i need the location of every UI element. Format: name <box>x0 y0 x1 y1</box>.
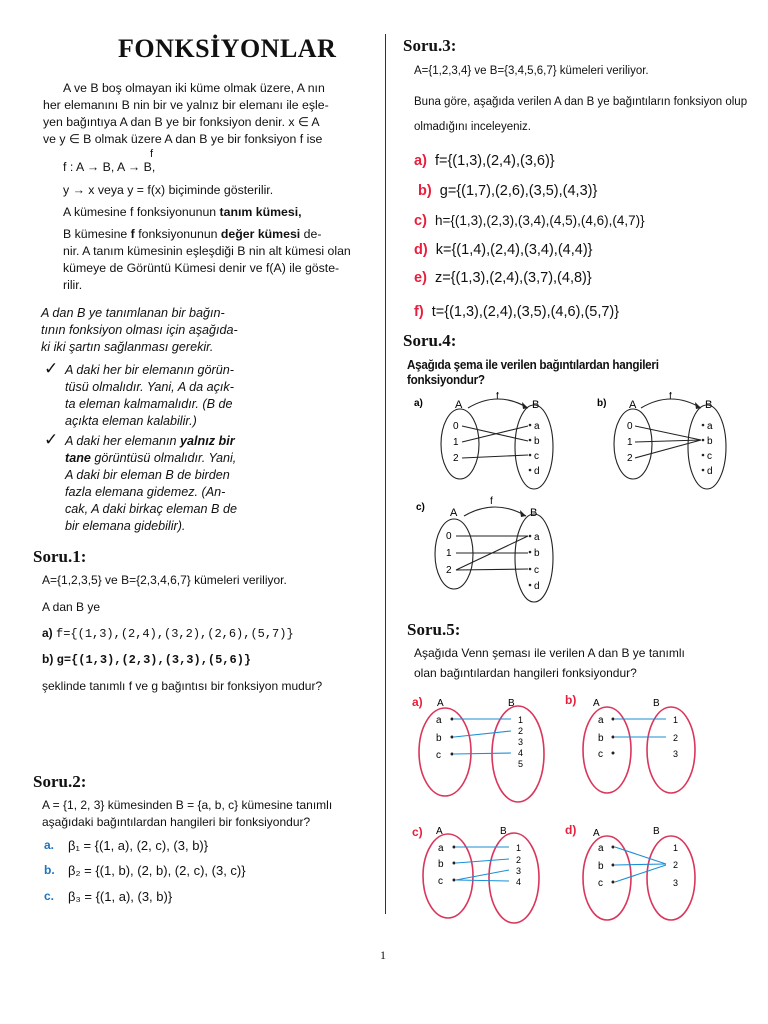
set-a-dot <box>451 736 454 739</box>
set-b-element: 1 <box>518 715 524 725</box>
set-a-element: b <box>438 859 444 870</box>
set-a-ellipse <box>614 409 652 479</box>
set-a-dot <box>453 862 456 865</box>
set-b-element: 4 <box>518 748 524 758</box>
soru2-label-b: b. <box>44 863 55 877</box>
set-b-element: 3 <box>673 749 679 759</box>
set-a-element: c <box>438 876 443 887</box>
page-title: FONKSİYONLAR <box>118 34 337 63</box>
soru4-heading: Soru.4: <box>403 331 457 350</box>
diagram-label: b) <box>565 693 577 707</box>
intro-line: yen bağıntıya A dan B ye bir fonksiyon denir. x ∈ A <box>43 115 320 129</box>
mapping-arrow <box>454 753 511 754</box>
soru5-diagram-b <box>563 690 723 810</box>
set-a-name: A <box>437 698 444 709</box>
f-over-arrow: f <box>150 148 154 160</box>
soru3-item: b) g={(1,7),(2,6),(3,5),(4,3)} <box>418 183 598 199</box>
rules-heading: ki iki şartın sağlanması gerekir. <box>41 340 214 354</box>
intro-line: nir. A tanım kümesinin eşleşdiği B nin alt kümesi olan <box>63 244 351 258</box>
soru4-diagram-c <box>410 492 580 612</box>
soru2-label-c: c. <box>44 889 55 903</box>
diagram-label: d) <box>565 823 577 837</box>
mapping-notation: y → x veya y = f(x) biçiminde gösterilir. <box>63 183 274 197</box>
set-a-dot <box>612 864 615 867</box>
function-name: f <box>496 392 499 402</box>
set-b-ellipse <box>647 836 695 920</box>
set-b-element: c <box>534 565 539 576</box>
set-a-element: a <box>598 715 604 726</box>
set-a-element: 2 <box>446 565 452 576</box>
diagram-label: a) <box>414 398 423 409</box>
set-a-dot <box>612 881 615 884</box>
mapping-line <box>635 440 701 442</box>
soru3-item: e) z={(1,3),(2,4),(3,7),(4,8)} <box>414 270 592 286</box>
function-name: f <box>490 496 493 507</box>
set-a-element: c <box>436 750 441 761</box>
set-b-ellipse <box>647 707 695 793</box>
soru1-item-b: b) g={(1,3),(2,3),(3,3),(5,6)} <box>42 652 252 667</box>
set-a-element: a <box>436 715 442 726</box>
soru5-diagram-a <box>408 690 568 810</box>
mapping-line <box>462 455 528 458</box>
set-b-name: B <box>508 698 515 709</box>
set-b-element: a <box>707 421 713 432</box>
rule-1: A daki her bir elemanın görün- <box>65 363 234 377</box>
diagram-label: c) <box>416 502 425 513</box>
soru2-line: A = {1, 2, 3} kümesinden B = {a, b, c} kümesine tanımlı <box>42 798 333 812</box>
set-a-dot <box>453 879 456 882</box>
set-b-element: 3 <box>518 737 524 747</box>
function-notation: f : A → B, A → B, <box>63 160 156 174</box>
rules-heading: A dan B ye tanımlanan bir bağın- <box>41 306 225 320</box>
set-a-ellipse <box>441 409 479 479</box>
rule-2: fazla elemana gidemez. (An- <box>65 485 226 499</box>
check-icon: ✓ <box>44 430 59 449</box>
soru3-question: Buna göre, aşağıda verilen A dan B ye bağıntıların fonksiyon olup <box>414 96 748 108</box>
intro-line: A ve B boş olmayan iki küme olmak üzere, A nın <box>63 81 325 95</box>
column-divider <box>385 34 386 914</box>
intro-line: rilir. <box>63 278 83 292</box>
set-a-dot <box>451 718 454 721</box>
mapping-arrow <box>456 859 509 863</box>
soru3-sets: A={1,2,3,4} ve B={3,4,5,6,7} kümeleri veriliyor. <box>414 65 649 77</box>
set-a-element: b <box>436 733 442 744</box>
intro-line: her elemanını B nin bir ve yalnız bir elemanı ile eşle- <box>43 98 329 112</box>
set-b-element: b <box>707 436 713 447</box>
set-a-dot <box>612 736 615 739</box>
soru2-item-c: β₃ = {(1, a), (3, b)} <box>68 889 173 904</box>
rule-2: cak, A daki birkaç eleman B de <box>65 502 237 516</box>
domain-definition: A kümesine f fonksiyonunun tanım kümesi, <box>63 205 302 219</box>
set-b-element: 5 <box>518 759 524 769</box>
diagram-label: b) <box>597 398 607 409</box>
set-b-name: B <box>532 399 540 411</box>
soru2-heading: Soru.2: <box>33 772 87 791</box>
set-b-element: b <box>534 548 540 559</box>
set-b-element: d <box>707 466 713 477</box>
soru1-heading: Soru.1: <box>33 547 87 566</box>
arrowhead <box>520 510 526 517</box>
function-name: f <box>669 392 672 402</box>
mapping-arrow <box>615 864 666 865</box>
set-b-name: B <box>653 826 660 837</box>
mapping-arrow <box>615 865 666 882</box>
rule-1: ta eleman kalmamalıdır. (B de <box>65 397 233 411</box>
check-icon: ✓ <box>44 359 59 378</box>
set-a-dot <box>451 753 454 756</box>
mapping-arrow <box>456 880 509 881</box>
soru1-sets: A={1,2,3,5} ve B={2,3,4,6,7} kümeleri veriliyor. <box>42 573 287 587</box>
set-b-name: B <box>653 698 660 709</box>
soru3-item: d) k={(1,4),(2,4),(3,4),(4,4)} <box>414 242 593 258</box>
mapping-line <box>635 440 701 458</box>
set-b-name: B <box>500 826 507 837</box>
set-b-dot <box>529 454 532 457</box>
soru4-question: Aşağıda şema ile verilen bağıntılardan hangileri fonksiyondur? <box>407 357 659 387</box>
set-b-name: B <box>705 399 713 411</box>
set-b-element: 2 <box>516 855 522 865</box>
set-a-element: 2 <box>453 453 459 464</box>
soru1-question: şeklinde tanımlı f ve g bağıntısı bir fonksiyon mudur? <box>42 679 323 693</box>
set-b-element: a <box>534 421 540 432</box>
set-b-dot <box>529 535 532 538</box>
set-a-element: 0 <box>627 421 633 432</box>
set-b-dot <box>702 469 705 472</box>
set-a-ellipse <box>583 836 631 920</box>
mapping-line <box>635 426 701 440</box>
rule-2: A daki bir eleman B de birden <box>65 468 230 482</box>
set-a-element: c <box>598 878 603 889</box>
mapping-arrow <box>456 870 509 880</box>
set-a-element: c <box>598 749 603 760</box>
intro-line: ve y ∈ B olmak üzere A dan B ye bir fonksiyon f ise <box>43 132 323 146</box>
set-a-name: A <box>593 828 600 839</box>
soru2-label-a: a. <box>44 838 55 852</box>
set-a-dot <box>612 718 615 721</box>
set-a-dot <box>453 846 456 849</box>
soru3-item: c) h={(1,3),(2,3),(3,4),(4,5),(4,6),(4,7)} <box>414 213 645 229</box>
set-b-element: a <box>534 532 540 543</box>
page-number: 1 <box>380 948 386 962</box>
set-b-element: 3 <box>516 866 522 876</box>
soru5-diagram-d <box>563 818 723 928</box>
set-b-dot <box>529 439 532 442</box>
diagram-label: c) <box>412 825 423 839</box>
codomain-definition: B kümesine f fonksiyonunun değer kümesi de- <box>63 227 322 241</box>
soru2-item-b: β₂ = {(1, b), (2, b), (2, c), (3, c)} <box>68 863 246 878</box>
set-b-element: 2 <box>518 726 524 736</box>
soru5-question: Aşağıda Venn şeması ile verilen A dan B ye tanımlı <box>414 646 685 660</box>
soru3-item: a) f={(1,3),(2,4),(3,6)} <box>414 153 555 169</box>
diagram-label: a) <box>412 695 423 709</box>
rule-2: bir elemana gidebilir). <box>65 519 186 533</box>
set-a-element: 0 <box>446 531 452 542</box>
set-b-element: 1 <box>673 843 679 853</box>
set-a-ellipse <box>583 707 631 793</box>
set-b-element: 4 <box>516 877 522 887</box>
set-a-element: a <box>438 843 444 854</box>
set-a-name: A <box>450 507 458 519</box>
mapping-arrow <box>454 731 511 737</box>
set-b-element: 2 <box>673 860 679 870</box>
set-a-element: 0 <box>453 421 459 432</box>
set-a-name: A <box>593 698 600 709</box>
rule-1: açıkta eleman kalabilir.) <box>65 414 197 428</box>
mapping-arrow <box>615 847 666 864</box>
set-b-dot <box>529 584 532 587</box>
soru5-diagram-c <box>408 818 568 928</box>
set-b-dot <box>702 424 705 427</box>
soru3-item: f) t={(1,3),(2,4),(3,5),(4,6),(5,7)} <box>414 304 620 320</box>
set-a-name: A <box>629 399 637 411</box>
set-a-ellipse <box>435 519 473 589</box>
soru2-item-a: β₁ = {(1, a), (2, c), (3, b)} <box>68 838 209 853</box>
set-a-element: 1 <box>453 437 459 448</box>
set-b-element: 1 <box>516 843 522 853</box>
set-a-ellipse <box>419 708 471 796</box>
soru2-line: aşağıdaki bağıntılardan hangileri bir fonksiyondur? <box>42 815 311 829</box>
rule-1: tüsü olmalıdır. Yani, A da açık- <box>65 380 234 394</box>
soru5-heading: Soru.5: <box>407 620 461 639</box>
set-a-element: 1 <box>627 437 633 448</box>
soru1-item-a: a) f={(1,3),(2,4),(3,2),(2,6),(5,7)} <box>42 626 294 641</box>
set-b-dot <box>702 439 705 442</box>
soru4-diagram-a <box>410 392 580 502</box>
soru5-question: olan bağıntılardan hangileri fonksiyondur? <box>414 666 637 680</box>
mapping-line <box>456 569 528 570</box>
set-b-element: 1 <box>673 715 679 725</box>
rule-2: tane görüntüsü olmalıdır. Yani, <box>65 451 237 465</box>
set-a-dot <box>612 846 615 849</box>
soru3-question: olmadığını inceleyeniz. <box>414 121 531 133</box>
set-b-dot <box>702 454 705 457</box>
intro-line: kümeye de Görüntü Kümesi denir ve f(A) ile göste- <box>63 261 340 275</box>
set-b-element: d <box>534 581 540 592</box>
set-a-element: 2 <box>627 453 633 464</box>
set-b-dot <box>529 551 532 554</box>
set-b-dot <box>529 424 532 427</box>
set-b-element: d <box>534 466 540 477</box>
set-b-element: c <box>534 451 539 462</box>
set-b-element: 2 <box>673 733 679 743</box>
soru1-intro: A dan B ye <box>42 600 101 614</box>
set-a-element: b <box>598 733 604 744</box>
set-b-dot <box>529 568 532 571</box>
set-b-name: B <box>530 507 538 519</box>
set-b-element: 3 <box>673 878 679 888</box>
set-b-element: c <box>707 451 712 462</box>
set-a-element: a <box>598 843 604 854</box>
set-a-element: 1 <box>446 548 452 559</box>
soru4-diagram-b <box>595 392 755 502</box>
soru3-heading: Soru.3: <box>403 36 457 55</box>
rule-2: A daki her elemanın yalnız bir <box>65 434 235 448</box>
set-a-dot <box>612 752 615 755</box>
rules-heading: tının fonksiyon olması için aşağıda- <box>41 323 238 337</box>
set-a-element: b <box>598 861 604 872</box>
set-a-name: A <box>455 399 463 411</box>
set-a-name: A <box>436 826 443 837</box>
mapping-arrow-f <box>464 507 526 516</box>
set-b-dot <box>529 469 532 472</box>
set-b-element: b <box>534 436 540 447</box>
